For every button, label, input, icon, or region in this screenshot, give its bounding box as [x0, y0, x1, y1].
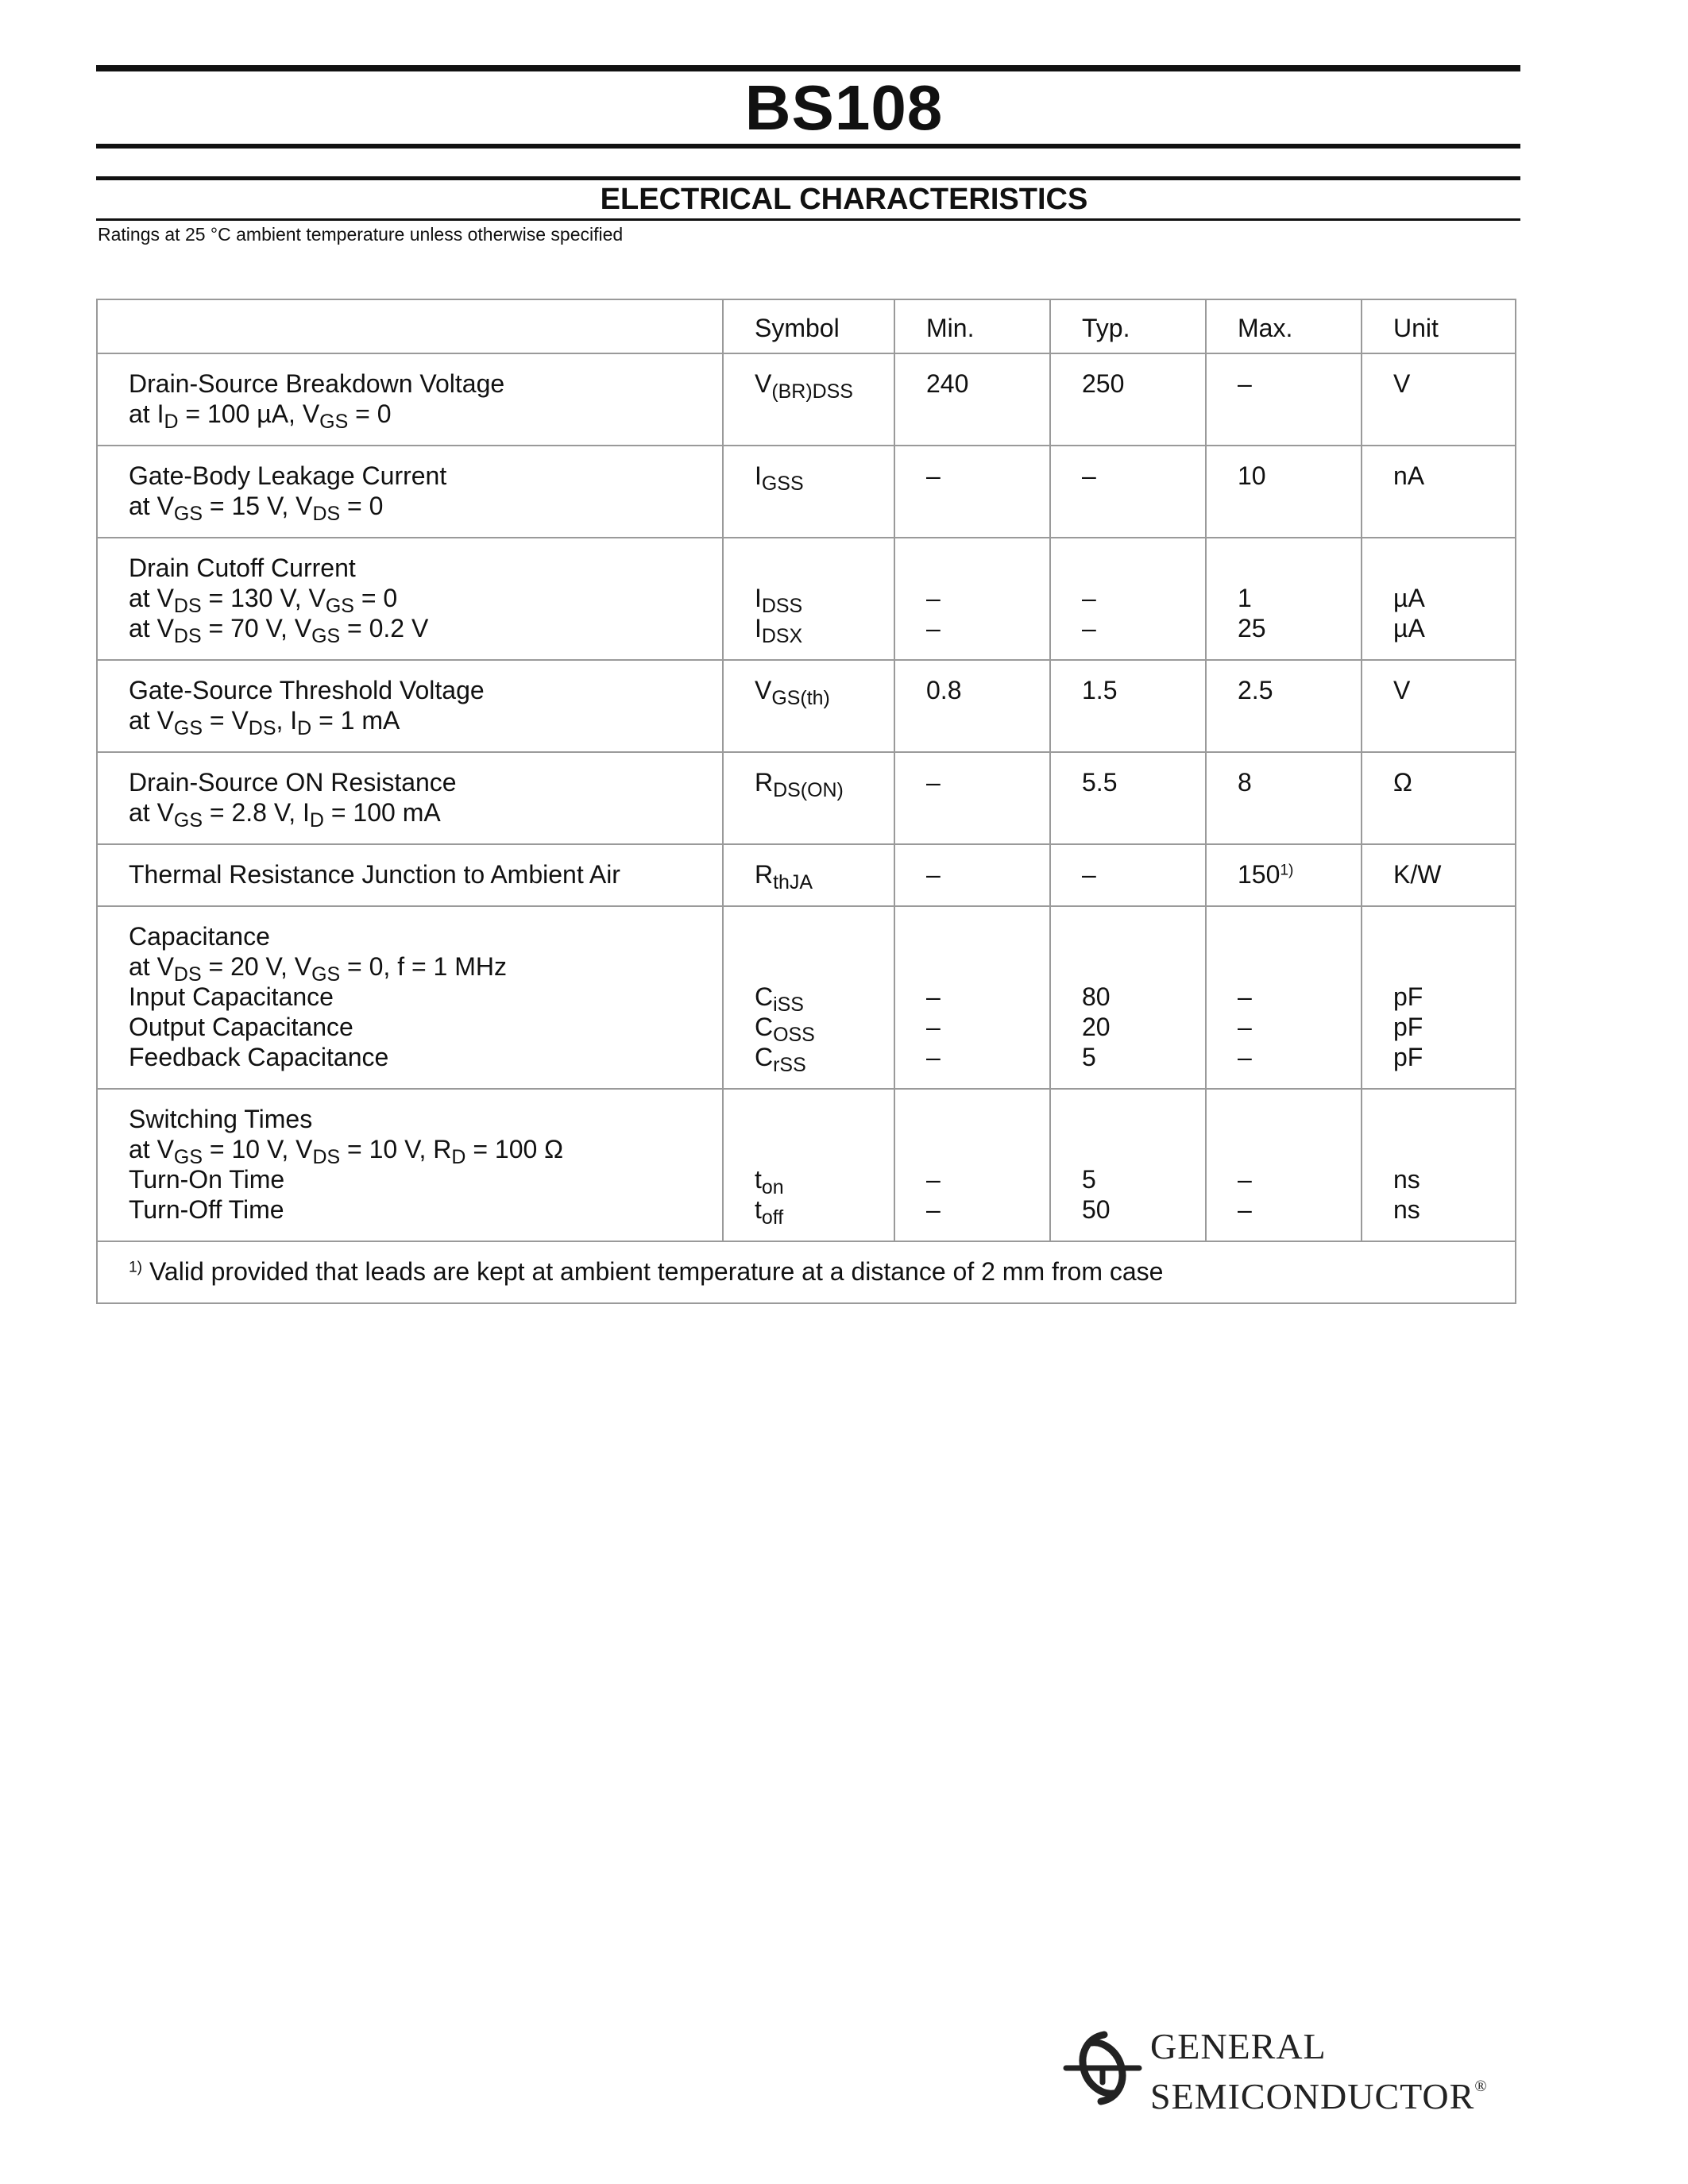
typ-value: 20	[1082, 1013, 1111, 1041]
symbol-cell	[723, 906, 894, 1089]
section-title: ELECTRICAL CHARACTERISTICS	[600, 183, 1088, 216]
min-value: –	[926, 1195, 941, 1224]
max-value: 10	[1238, 461, 1266, 490]
max-cell	[1206, 1089, 1362, 1241]
company-logo	[1063, 2026, 1488, 2116]
parameter-text: at $V_{DS} = 70$ V, $V_{GS} = 0.2$ V	[129, 614, 429, 647]
header-parameter	[97, 299, 723, 353]
symbol-text: $C_{iSS}$	[755, 982, 804, 1016]
min-cell	[894, 660, 1050, 752]
electrical-characteristics-table	[96, 299, 1516, 1304]
parameter-text: Gate-Source Threshold Voltage	[129, 676, 485, 704]
typ-cell	[1050, 1089, 1206, 1241]
parameter-text: at $V_{DS} = 130$ V, $V_{GS} = 0$	[129, 584, 398, 617]
max-value: –	[1238, 1043, 1252, 1071]
typ-value: 80	[1082, 982, 1111, 1011]
min-cell	[894, 538, 1050, 660]
table-row	[97, 353, 1516, 446]
footnote: $^{1)}$ Valid provided that leads are kept at ambient temperature at a distance of 2 mm from case	[97, 1241, 1516, 1303]
symbol-text: $V_{(BR)DSS}$	[755, 369, 853, 403]
typ-value: –	[1082, 614, 1096, 642]
max-value: 2.5	[1238, 676, 1273, 704]
symbol-text: $t_{on}$	[755, 1165, 784, 1198]
parameter-text: Gate-Body Leakage Current	[129, 461, 447, 490]
max-value: –	[1238, 982, 1252, 1011]
typ-value: 5	[1082, 1165, 1096, 1194]
min-value: –	[926, 768, 941, 797]
min-value: –	[926, 1013, 941, 1041]
max-cell	[1206, 752, 1362, 844]
typ-cell	[1050, 446, 1206, 538]
min-value: 0.8	[926, 676, 962, 704]
symbol-cell	[723, 1089, 894, 1241]
table-row	[97, 1089, 1516, 1241]
parameter-text: at $V_{GS} = 15$ V, $V_{DS} = 0$	[129, 492, 384, 525]
symbol-text: $V_{GS(th)}$	[755, 676, 830, 709]
typ-value: 1.5	[1082, 676, 1118, 704]
parameter-text: Drain-Source Breakdown Voltage	[129, 369, 505, 398]
symbol-cell	[723, 844, 894, 906]
symbol-cell	[723, 353, 894, 446]
parameter-text: Capacitance	[129, 922, 270, 951]
max-cell	[1206, 353, 1362, 446]
parameter-cell	[97, 538, 723, 660]
ratings-note: Ratings at 25 °C ambient temperature unless otherwise specified	[98, 224, 624, 245]
parameter-text: at $V_{GS} = 10$ V, $V_{DS} = 10$ V, $R_D = 100$ Ω	[129, 1135, 564, 1168]
parameter-cell	[97, 1089, 723, 1241]
typ-value: –	[1082, 584, 1096, 612]
typ-cell	[1050, 353, 1206, 446]
max-cell	[1206, 906, 1362, 1089]
min-value: –	[926, 860, 941, 889]
max-value: 8	[1238, 768, 1252, 797]
parameter-cell	[97, 660, 723, 752]
max-value: –	[1238, 1195, 1252, 1224]
parameter-cell	[97, 844, 723, 906]
parameter-text: Drain Cutoff Current	[129, 554, 356, 582]
table-row	[97, 660, 1516, 752]
min-value: –	[926, 584, 941, 612]
logo-mark-icon	[1063, 2027, 1142, 2109]
section-bottom-rule	[96, 218, 1520, 221]
max-value: –	[1238, 369, 1252, 398]
unit-cell	[1362, 538, 1516, 660]
typ-cell	[1050, 660, 1206, 752]
unit-text: K/W	[1393, 860, 1442, 889]
symbol-text: $C_{OSS}$	[755, 1013, 815, 1046]
max-value: –	[1238, 1013, 1252, 1041]
min-cell	[894, 844, 1050, 906]
unit-text: pF	[1393, 1043, 1423, 1071]
min-value: –	[926, 1043, 941, 1071]
symbol-text: $R_{thJA}$	[755, 860, 813, 893]
typ-value: 50	[1082, 1195, 1111, 1224]
typ-value: –	[1082, 461, 1096, 490]
min-cell	[894, 906, 1050, 1089]
min-cell	[894, 353, 1050, 446]
max-value: 25	[1238, 614, 1266, 642]
title-underline	[96, 144, 1520, 149]
parameter-text: at $I_D = 100$ µA, $V_{GS} = 0$	[129, 399, 392, 433]
symbol-text: $I_{GSS}$	[755, 461, 804, 495]
unit-text: ns	[1393, 1195, 1420, 1224]
parameter-text: Output Capacitance	[129, 1013, 353, 1041]
header-min: Min.	[894, 299, 1050, 353]
parameter-cell	[97, 752, 723, 844]
top-rule	[96, 65, 1520, 71]
max-cell	[1206, 844, 1362, 906]
unit-text: ns	[1393, 1165, 1420, 1194]
parameter-cell	[97, 906, 723, 1089]
max-cell	[1206, 660, 1362, 752]
header-symbol: Symbol	[723, 299, 894, 353]
unit-text: nA	[1393, 461, 1425, 490]
typ-cell	[1050, 844, 1206, 906]
logo-wordmark	[1150, 2027, 1488, 2116]
table-row	[97, 538, 1516, 660]
unit-cell	[1362, 446, 1516, 538]
min-value: –	[926, 982, 941, 1011]
unit-text: pF	[1393, 1013, 1423, 1041]
parameter-text: at $V_{GS} = V_{DS}$, $I_D = 1$ mA	[129, 706, 400, 739]
symbol-cell	[723, 752, 894, 844]
header-unit: Unit	[1362, 299, 1516, 353]
unit-cell	[1362, 660, 1516, 752]
max-value: 1	[1238, 584, 1252, 612]
parameter-text: at $V_{GS} = 2.8$ V, $I_D = 100$ mA	[129, 798, 441, 832]
unit-cell	[1362, 844, 1516, 906]
logo-line-general: GENERAL	[1150, 2026, 1327, 2066]
table-row	[97, 906, 1516, 1089]
unit-cell	[1362, 906, 1516, 1089]
typ-value: 5	[1082, 1043, 1096, 1071]
symbol-text: $I_{DSS}$	[755, 584, 803, 617]
symbol-cell	[723, 538, 894, 660]
typ-value: 250	[1082, 369, 1125, 398]
symbol-cell	[723, 660, 894, 752]
parameter-text: Input Capacitance	[129, 982, 334, 1011]
header-typ: Typ.	[1050, 299, 1206, 353]
parameter-text: Drain-Source ON Resistance	[129, 768, 457, 797]
parameter-text: at $V_{DS} = 20$ V, $V_{GS} = 0$, f = 1 MHz	[129, 952, 507, 986]
unit-cell	[1362, 752, 1516, 844]
unit-cell	[1362, 1089, 1516, 1241]
unit-text: pF	[1393, 982, 1423, 1011]
parameter-text: Turn-Off Time	[129, 1195, 284, 1224]
section-top-rule	[96, 176, 1520, 180]
footnote-row	[97, 1241, 1516, 1303]
table-row	[97, 446, 1516, 538]
min-value: 240	[926, 369, 969, 398]
unit-text: V	[1393, 676, 1411, 704]
table-header-row	[97, 299, 1516, 353]
header-max: Max.	[1206, 299, 1362, 353]
min-value: –	[926, 1165, 941, 1194]
unit-text: V	[1393, 369, 1411, 398]
min-value: –	[926, 614, 941, 642]
max-value: 150$^{1)}$	[1238, 860, 1294, 889]
table-row	[97, 752, 1516, 844]
max-value: –	[1238, 1165, 1252, 1194]
symbol-text: $t_{off}$	[755, 1195, 784, 1229]
symbol-text: $I_{DSX}$	[755, 614, 803, 647]
unit-text: µA	[1393, 584, 1425, 612]
unit-cell	[1362, 353, 1516, 446]
typ-cell	[1050, 906, 1206, 1089]
symbol-text: $C_{rSS}$	[755, 1043, 806, 1076]
parameter-text: Turn-On Time	[129, 1165, 285, 1194]
symbol-cell	[723, 446, 894, 538]
registered-mark: ®	[1474, 2078, 1488, 2095]
table-row	[97, 844, 1516, 906]
max-cell	[1206, 538, 1362, 660]
unit-text: µA	[1393, 614, 1425, 642]
unit-text: Ω	[1393, 768, 1412, 797]
parameter-cell	[97, 353, 723, 446]
min-value: –	[926, 461, 941, 490]
min-cell	[894, 446, 1050, 538]
typ-value: –	[1082, 860, 1096, 889]
min-cell	[894, 752, 1050, 844]
min-cell	[894, 1089, 1050, 1241]
table-body	[97, 353, 1516, 1241]
typ-cell	[1050, 538, 1206, 660]
max-cell	[1206, 446, 1362, 538]
parameter-text: Switching Times	[129, 1105, 313, 1133]
symbol-text: $R_{DS(ON)}$	[755, 768, 844, 801]
logo-semiconductor-text: SEMICONDUCTOR	[1150, 2076, 1475, 2116]
logo-line-semiconductor	[1150, 2066, 1488, 2116]
parameter-text: Feedback Capacitance	[129, 1043, 389, 1071]
parameter-text: Thermal Resistance Junction to Ambient Air	[129, 860, 620, 889]
typ-value: 5.5	[1082, 768, 1118, 797]
page-title: BS108	[744, 72, 944, 143]
parameter-cell	[97, 446, 723, 538]
typ-cell	[1050, 752, 1206, 844]
